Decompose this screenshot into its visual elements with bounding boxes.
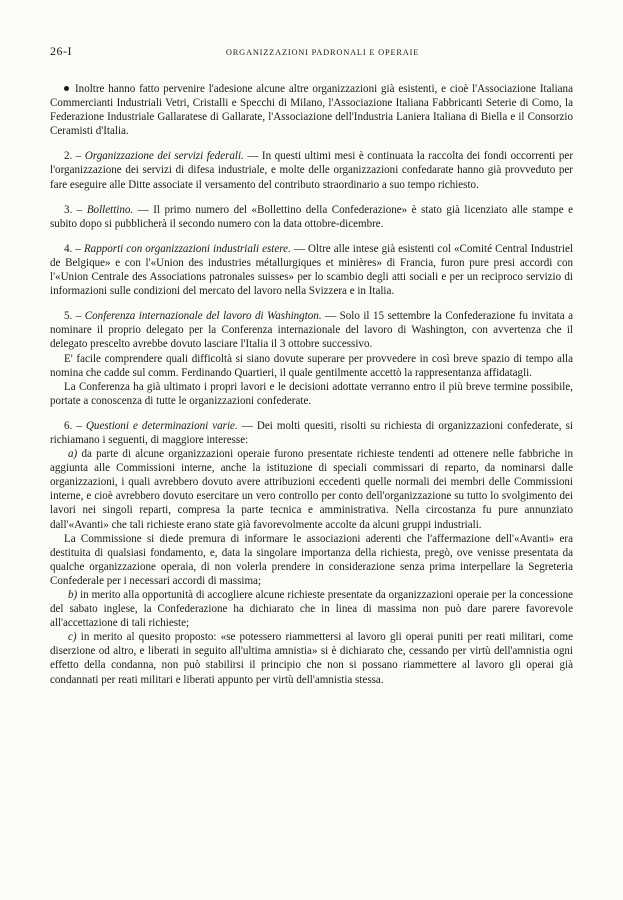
section-number: 6. – [64,419,82,432]
page-header [50,44,573,58]
item-text: in merito al quesito proposto: «se potessero riammettersi al lavoro gli operai puniti per reati militari, come diserzione od altro, e liberati in seguito all'ultima amnistia» si è dichiarato che, cessando per virtù dell'amnistia ogni effetto della condanna, non può stabilirsi il principio che non si possano riammettere al lavoro gli operai già condannati per reati militari e liberati appunto per virtù dell'amnistia stessa. [50,631,573,686]
section-paragraph: La Commissione si diede premura di informare le associazioni aderenti che l'affermazione dell'«Avanti» era destituita di qualsiasi fondamento, e, data la singolare importanza della richiesta, pregò, ove venisse presentata da qualche organizzazione operaia, di non volerla prendere in considerazione senza prima interpellare la Segreteria Confederale per i necessari accordi di massima; [50,532,573,587]
page-number: 26-I [50,44,72,58]
document-page [50,44,573,698]
body-text [50,82,573,687]
item-letter: a) [68,448,78,461]
section-title: Bollettino. [86,203,134,216]
section-5 [50,309,573,408]
item-text: da parte di alcune organizzazioni operaie furono presentate richieste tendenti ad ottenere nelle fabbriche in aggiunta alle Commissioni interne, anche la istituzione di speciali commissari di reparto, da nominarsi dalle organizzazioni, i quali avrebbero dovuto avere attribuzioni eccedenti quelle normali dei membri delle Commissioni interne, e cioè avrebbero dovuto esercitare un vero controllo per conto dell'organizzazione su tutto lo svolgimento dei lavori nei singoli reparti, compresa la parte tecnica e amministrativa. Nella circostanza fu pure annunziato dall'«Avanti» che tali richieste erano state già favorevolmente accolte da alcuni gruppi industriali. [50,448,574,531]
section-title: Conferenza internazionale del lavoro di Washington. [84,310,322,323]
running-title: ORGANIZZAZIONI PADRONALI E OPERAIE [225,48,420,57]
section-number: 4. – [64,242,81,255]
intro-paragraph [50,82,573,138]
section-text: — Dei molti quesiti, risolti su richiesta di organizzazioni confederate, si richiamano i seguenti, di maggiore interesse: [50,419,573,446]
list-item [50,630,573,686]
section-2 [50,149,573,191]
section-paragraph: E' facile comprendere quali difficoltà si siano dovute superare per provvedere in così breve spazio di tempo alla nomina che cadde sul comm. Ferdinando Quartieri, il quale gentilmente accettò la rappresentanza affidatagli. [50,352,573,379]
section-3 [50,203,573,231]
section-title: Questioni e determinazioni varie. [85,419,238,432]
section-text: — Solo il 15 settembre la Confederazione fu invitata a nominare il proprio delegato per la Conferenza internazionale del lavoro di Washington, con avvertenza che il delegato prescelto avrebbe dovuto lasciare l'Italia il 3 ottobre successivo. [50,310,573,351]
section-paragraph: La Conferenza ha già ultimato i propri lavori e le decisioni adottate verranno entro il più breve termine possibile, portate a conoscenza di tutte le organizzazioni confederate. [50,380,573,407]
section-number: 2. – [64,150,82,163]
section-4 [50,242,573,298]
section-6 [50,419,573,687]
section-title: Rapporti con organizzazioni industriali estere. [83,242,291,255]
section-title: Organizzazione dei servizi federali. [84,150,244,163]
section-text: — Il primo numero del «Bollettino della Confederazione» è stato già licenziato alle stampe e subito dopo si pubblicherà il secondo numero con la data ottobre-dicembre. [50,203,573,230]
section-text: — In questi ultimi mesi è continuata la raccolta dei fondi occorrenti per l'organizzazione dei servizi di difesa industriale, e molte delle organizzazioni confedarate hanno già provveduto per fare eseguire alle Ditte associate il versamento del contributo straordinario a suo tempo richiesto. [50,150,573,191]
section-number: 3. – [64,203,83,216]
bullet-dot-icon [64,86,69,91]
item-letter: c) [68,631,77,644]
section-number: 5. – [64,310,82,323]
section-text: — Oltre alle intese già esistenti col «Comité Central Industriel de Belgique» e con l'«Union des industries métallurgiques et minières» di Francia, furon pure presi accordi con l'«Union Centrale des Associations patronales suisses» per lo scambio degli atti sociali e per un reciproco servizio di informazioni sulle condizioni del mercato del lavoro nella Svizzera e in Italia. [50,242,573,298]
list-item [50,588,573,630]
intro-text: Inoltre hanno fatto pervenire l'adesione alcune altre organizzazioni già esistenti, e cioè l'Associazione Italiana Commercianti Industriali Vetri, Cristalli e Specchi di Milano, l'Associazione Italiana Fabbricanti Seterie di Como, la Federazione Industriale Gallaratese di Gallarate, l'Associazione dell'Industria Laniera Italiana di Biella e il Consorzio Ceramisti d'Italia. [50,83,573,138]
list-item [50,447,573,532]
item-letter: b) [68,589,78,601]
item-text: in merito alla opportunità di accogliere alcune richieste presentate da organizzazioni operaie per la concessione del sabato inglese, la Confederazione ha dichiarato che in linea di massima non può dare parere favorevole all'accettazione di tali richieste; [50,589,573,630]
